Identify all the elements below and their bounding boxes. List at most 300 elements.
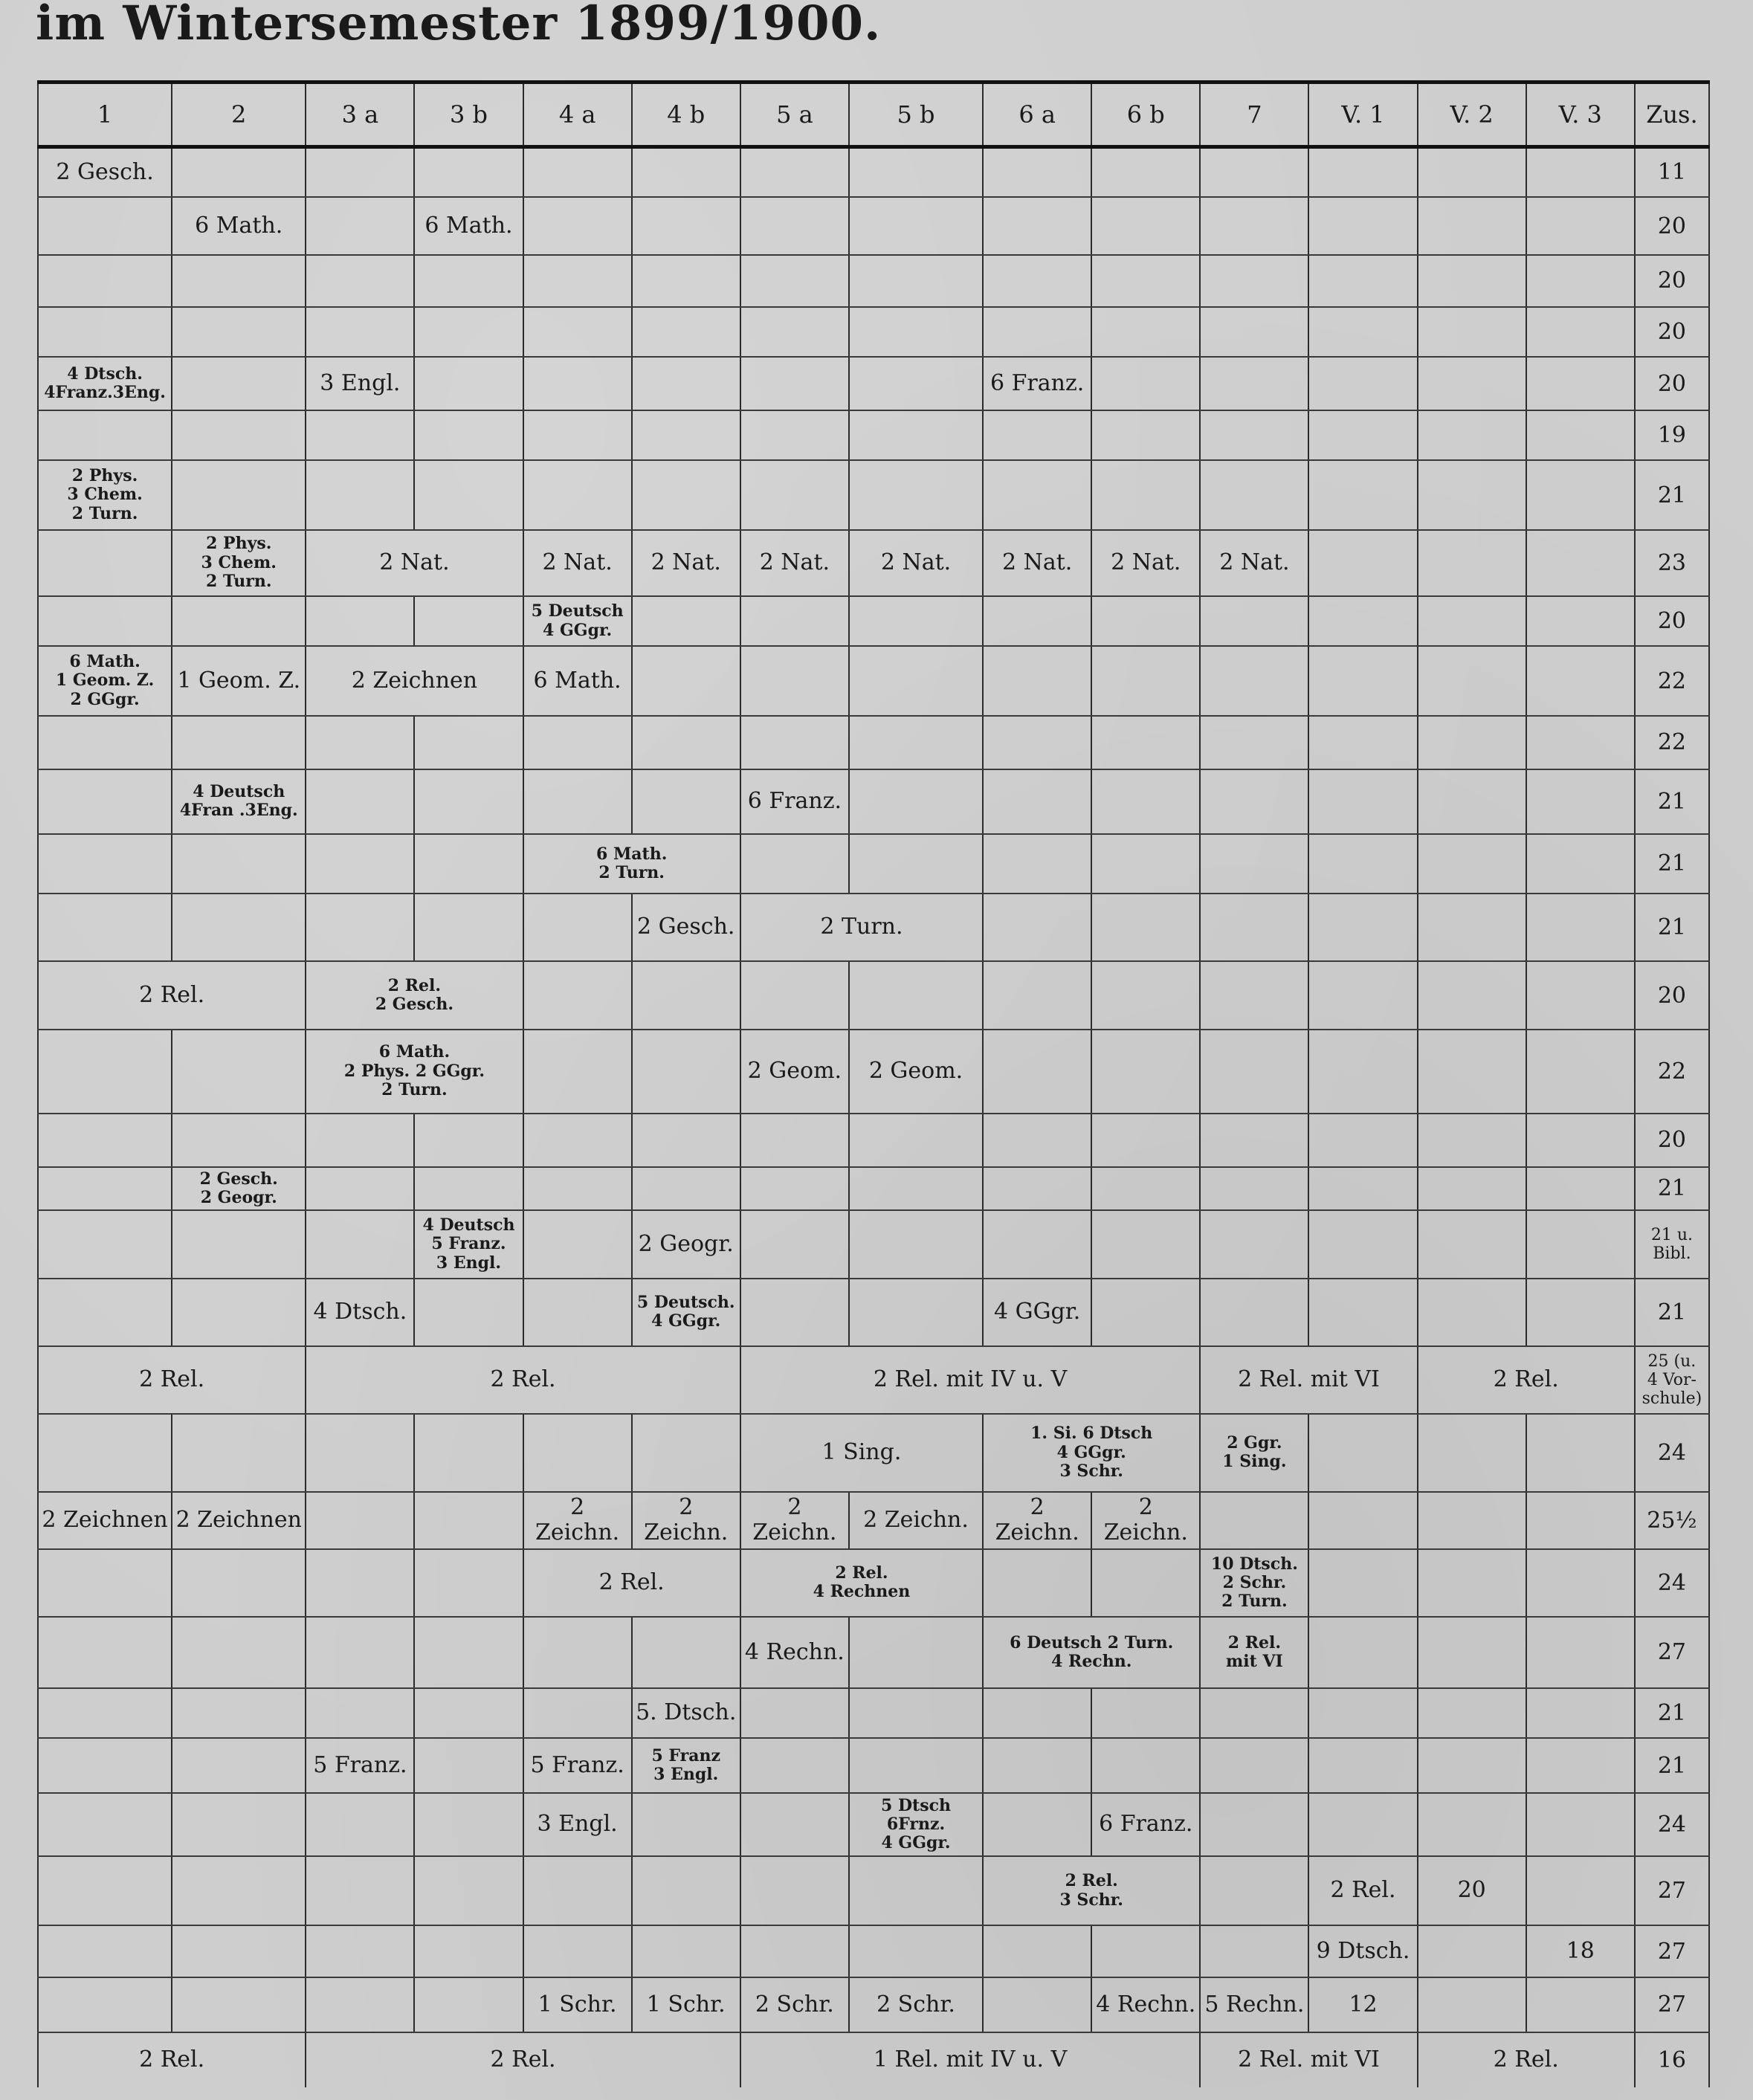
cell-4b xyxy=(632,255,740,307)
cell-5b xyxy=(849,646,983,716)
cell-6ab: 6 Deutsch 2 Turn. 4 Rechn. xyxy=(983,1617,1200,1688)
table-row xyxy=(38,1030,1709,1114)
cell-3b xyxy=(414,1738,523,1793)
cell-v1 xyxy=(1308,646,1417,716)
cell-4a: 5 Franz. xyxy=(523,1738,632,1793)
cell-6ab: 2 Rel. 3 Schr. xyxy=(983,1856,1200,1926)
cell-4a xyxy=(523,716,632,769)
cell-6b xyxy=(1091,255,1200,307)
cell-3a xyxy=(306,255,414,307)
cell-v3 xyxy=(1526,255,1635,307)
cell-3b xyxy=(414,1414,523,1491)
cell-5a xyxy=(740,1279,849,1346)
cell-v1 xyxy=(1308,716,1417,769)
cell-6b xyxy=(1091,1688,1200,1738)
cell-4b: 2 Zeichn. xyxy=(632,1492,740,1549)
cell-v1 xyxy=(1308,197,1417,255)
cell-total: 25 (u. 4 Vor- schule) xyxy=(1635,1346,1709,1414)
cell-total: 20 xyxy=(1635,357,1709,410)
cell-6a xyxy=(983,1793,1091,1856)
cell-v2 xyxy=(1418,834,1526,894)
cell-v2 xyxy=(1418,716,1526,769)
cell-6b xyxy=(1091,769,1200,834)
cell-5b xyxy=(849,596,983,646)
cell-6a xyxy=(983,1030,1091,1114)
cell-v3 xyxy=(1526,1617,1635,1688)
cell-6ab: 1. Si. 6 Dtsch 4 GGgr. 3 Schr. xyxy=(983,1414,1200,1491)
cell-4a: 3 Engl. xyxy=(523,1793,632,1856)
cell-total: 23 xyxy=(1635,530,1709,596)
col-header-3b: 3 b xyxy=(414,83,523,147)
cell-3b: 4 Deutsch 5 Franz. 3 Engl. xyxy=(414,1210,523,1278)
cell-3a xyxy=(306,147,414,197)
cell-7 xyxy=(1200,460,1308,530)
cell-v2 xyxy=(1418,1793,1526,1856)
cell-6a xyxy=(983,596,1091,646)
table-row xyxy=(38,716,1709,769)
cell-v3 xyxy=(1526,1688,1635,1738)
cell-3a xyxy=(306,1549,414,1617)
cell-v1 xyxy=(1308,1492,1417,1549)
cell-2 xyxy=(172,1030,306,1114)
cell-4b: 2 Nat. xyxy=(632,530,740,596)
cell-3b xyxy=(414,596,523,646)
cell-v2 xyxy=(1418,1738,1526,1793)
cell-v2 xyxy=(1418,1688,1526,1738)
cell-total: 20 xyxy=(1635,255,1709,307)
cell-3a xyxy=(306,1492,414,1549)
cell-1: 2 Phys. 3 Chem. 2 Turn. xyxy=(38,460,172,530)
cell-3b xyxy=(414,1688,523,1738)
cell-total: 20 xyxy=(1635,1114,1709,1167)
cell-6a xyxy=(983,307,1091,357)
cell-2 xyxy=(172,1688,306,1738)
table-row xyxy=(38,1793,1709,1856)
table-row xyxy=(38,646,1709,716)
cell-6b xyxy=(1091,716,1200,769)
cell-2: 2 Zeichnen xyxy=(172,1492,306,1549)
col-header-5b: 5 b xyxy=(849,83,983,147)
cell-4b xyxy=(632,769,740,834)
cell-5a xyxy=(740,307,849,357)
cell-6a xyxy=(983,834,1091,894)
cell-3a xyxy=(306,307,414,357)
table-row xyxy=(38,1925,1709,1977)
cell-v1 xyxy=(1308,1210,1417,1278)
cell-7 xyxy=(1200,255,1308,307)
cell-5a xyxy=(740,834,849,894)
cell-1 xyxy=(38,894,172,961)
cell-2: 1 Geom. Z. xyxy=(172,646,306,716)
cell-4a: 2 Zeichn. xyxy=(523,1492,632,1549)
cell-4b xyxy=(632,1925,740,1977)
cell-6b xyxy=(1091,894,1200,961)
cell-5b xyxy=(849,255,983,307)
cell-v1 xyxy=(1308,769,1417,834)
cell-6a xyxy=(983,460,1091,530)
cell-5b: 2 Geom. xyxy=(849,1030,983,1114)
cell-1 xyxy=(38,1114,172,1167)
cell-7: 2 Ggr. 1 Sing. xyxy=(1200,1414,1308,1491)
cell-3a4b: 2 Rel. xyxy=(306,1346,740,1414)
cell-v1 xyxy=(1308,255,1417,307)
cell-v1 xyxy=(1308,1414,1417,1491)
table-row xyxy=(38,307,1709,357)
cell-6b xyxy=(1091,1114,1200,1167)
cell-4b xyxy=(632,961,740,1029)
cell-3b xyxy=(414,1492,523,1549)
cell-v1 xyxy=(1308,460,1417,530)
cell-5b xyxy=(849,769,983,834)
cell-v2 xyxy=(1418,894,1526,961)
cell-6a xyxy=(983,1738,1091,1793)
cell-7 xyxy=(1200,1793,1308,1856)
cell-5b xyxy=(849,1738,983,1793)
cell-12: 2 Rel. xyxy=(38,961,306,1029)
cell-v1 xyxy=(1308,147,1417,197)
table-row xyxy=(38,1492,1709,1549)
cell-5a xyxy=(740,410,849,460)
cell-3a xyxy=(306,1856,414,1926)
cell-7 xyxy=(1200,357,1308,410)
col-header-v3: V. 3 xyxy=(1526,83,1635,147)
cell-7 xyxy=(1200,894,1308,961)
cell-5b xyxy=(849,1167,983,1211)
cell-6a xyxy=(983,1210,1091,1278)
cell-v1 xyxy=(1308,1549,1417,1617)
cell-v1 xyxy=(1308,410,1417,460)
cell-v3 xyxy=(1526,1279,1635,1346)
cell-total: 21 xyxy=(1635,1688,1709,1738)
cell-1 xyxy=(38,1925,172,1977)
cell-4a xyxy=(523,1688,632,1738)
cell-total: 20 xyxy=(1635,307,1709,357)
table-row xyxy=(38,197,1709,255)
cell-6b xyxy=(1091,147,1200,197)
cell-1 xyxy=(38,596,172,646)
cell-2 xyxy=(172,1617,306,1688)
cell-5a xyxy=(740,961,849,1029)
cell-7 xyxy=(1200,307,1308,357)
cell-6a xyxy=(983,1688,1091,1738)
table-row xyxy=(38,530,1709,596)
cell-total: 21 xyxy=(1635,460,1709,530)
cell-5b xyxy=(849,460,983,530)
cell-3a xyxy=(306,1167,414,1211)
cell-3a xyxy=(306,894,414,961)
cell-6b xyxy=(1091,460,1200,530)
cell-1 xyxy=(38,716,172,769)
cell-4b xyxy=(632,1617,740,1688)
cell-6b xyxy=(1091,961,1200,1029)
cell-4b xyxy=(632,1030,740,1114)
cell-total: 22 xyxy=(1635,1030,1709,1114)
table-row xyxy=(38,769,1709,834)
table-row xyxy=(38,596,1709,646)
cell-v1: 2 Rel. xyxy=(1308,1856,1417,1926)
cell-1 xyxy=(38,1210,172,1278)
cell-3b xyxy=(414,834,523,894)
cell-v2 xyxy=(1418,357,1526,410)
cell-v1 xyxy=(1308,307,1417,357)
cell-6a xyxy=(983,1549,1091,1617)
cell-4b xyxy=(632,646,740,716)
cell-7 xyxy=(1200,1167,1308,1211)
cell-6b xyxy=(1091,1279,1200,1346)
cell-2 xyxy=(172,1977,306,2032)
cell-5a xyxy=(740,1793,849,1856)
cell-total: 27 xyxy=(1635,1925,1709,1977)
cell-v2 xyxy=(1418,1114,1526,1167)
cell-6b: 4 Rechn. xyxy=(1091,1977,1200,2032)
cell-7 xyxy=(1200,596,1308,646)
cell-v2 xyxy=(1418,1925,1526,1977)
cell-6a xyxy=(983,646,1091,716)
cell-v3 xyxy=(1526,1114,1635,1167)
cell-5b xyxy=(849,716,983,769)
cell-3a xyxy=(306,834,414,894)
cell-5a xyxy=(740,1738,849,1793)
cell-5b xyxy=(849,1856,983,1926)
cell-total: 25½ xyxy=(1635,1492,1709,1549)
cell-2: 6 Math. xyxy=(172,197,306,255)
col-header-2: 2 xyxy=(172,83,306,147)
cell-5ab: 2 Turn. xyxy=(740,894,983,961)
cell-total: 21 xyxy=(1635,769,1709,834)
cell-7 xyxy=(1200,197,1308,255)
cell-4b: 5 Franz 3 Engl. xyxy=(632,1738,740,1793)
page-heading: im Wintersemester 1899/1900. xyxy=(36,0,882,51)
cell-6b xyxy=(1091,410,1200,460)
cell-v2v3: 2 Rel. xyxy=(1418,2032,1635,2087)
cell-total: 19 xyxy=(1635,410,1709,460)
header-row xyxy=(38,83,1709,147)
cell-3b xyxy=(414,255,523,307)
cell-7: 2 Rel. mit VI xyxy=(1200,1617,1308,1688)
cell-5a xyxy=(740,147,849,197)
cell-v1 xyxy=(1308,1030,1417,1114)
cell-2 xyxy=(172,596,306,646)
col-header-v2: V. 2 xyxy=(1418,83,1526,147)
cell-6b xyxy=(1091,596,1200,646)
cell-1 xyxy=(38,1414,172,1491)
cell-total: 21 xyxy=(1635,1167,1709,1211)
cell-v2 xyxy=(1418,1210,1526,1278)
col-header-3a: 3 a xyxy=(306,83,414,147)
cell-1 xyxy=(38,1856,172,1926)
cell-1 xyxy=(38,1977,172,2032)
cell-v3 xyxy=(1526,1977,1635,2032)
cell-6a xyxy=(983,147,1091,197)
cell-4b xyxy=(632,307,740,357)
cell-2 xyxy=(172,894,306,961)
cell-v2 xyxy=(1418,410,1526,460)
cell-4b: 1 Schr. xyxy=(632,1977,740,2032)
cell-4a: 2 Nat. xyxy=(523,530,632,596)
cell-5b: 2 Schr. xyxy=(849,1977,983,2032)
cell-5b: 5 Dtsch 6Frnz. 4 GGgr. xyxy=(849,1793,983,1856)
cell-6b: 6 Franz. xyxy=(1091,1793,1200,1856)
cell-total: 16 xyxy=(1635,2032,1709,2087)
cell-3b: 6 Math. xyxy=(414,197,523,255)
cell-3a xyxy=(306,1617,414,1688)
cell-v2 xyxy=(1418,1977,1526,2032)
cell-v3 xyxy=(1526,1793,1635,1856)
cell-6a xyxy=(983,894,1091,961)
cell-v2 xyxy=(1418,197,1526,255)
cell-5b xyxy=(849,197,983,255)
cell-2 xyxy=(172,307,306,357)
cell-5b xyxy=(849,961,983,1029)
cell-7 xyxy=(1200,1030,1308,1114)
cell-1: 2 Zeichnen xyxy=(38,1492,172,1549)
col-header-7: 7 xyxy=(1200,83,1308,147)
cell-total: 24 xyxy=(1635,1549,1709,1617)
cell-7 xyxy=(1200,1114,1308,1167)
cell-3b xyxy=(414,147,523,197)
cell-v1 xyxy=(1308,1793,1417,1856)
cell-v2 xyxy=(1418,646,1526,716)
cell-6a xyxy=(983,197,1091,255)
cell-6a: 4 GGgr. xyxy=(983,1279,1091,1346)
cell-5a6b: 2 Rel. mit IV u. V xyxy=(740,1346,1201,1414)
cell-2 xyxy=(172,1114,306,1167)
cell-v2 xyxy=(1418,1617,1526,1688)
cell-7 xyxy=(1200,961,1308,1029)
cell-3a xyxy=(306,1414,414,1491)
cell-3b xyxy=(414,769,523,834)
cell-3b xyxy=(414,1549,523,1617)
cell-4a xyxy=(523,1279,632,1346)
cell-v2 xyxy=(1418,530,1526,596)
cell-4a xyxy=(523,1925,632,1977)
cell-3a xyxy=(306,1688,414,1738)
cell-v3 xyxy=(1526,357,1635,410)
cell-3b xyxy=(414,1856,523,1926)
cell-v3 xyxy=(1526,1414,1635,1491)
cell-12: 2 Rel. xyxy=(38,2032,306,2087)
table-row xyxy=(38,1167,1709,1211)
cell-2 xyxy=(172,357,306,410)
cell-7 xyxy=(1200,1210,1308,1278)
cell-v1: 9 Dtsch. xyxy=(1308,1925,1417,1977)
table-row xyxy=(38,2032,1709,2087)
cell-6b xyxy=(1091,1167,1200,1211)
cell-2 xyxy=(172,255,306,307)
cell-4a: 6 Math. xyxy=(523,646,632,716)
table-row xyxy=(38,410,1709,460)
cell-5b xyxy=(849,1279,983,1346)
cell-3b xyxy=(414,716,523,769)
cell-v3 xyxy=(1526,1549,1635,1617)
cell-3a xyxy=(306,1793,414,1856)
col-header-4b: 4 b xyxy=(632,83,740,147)
cell-4b: 5 Deutsch. 4 GGgr. xyxy=(632,1279,740,1346)
cell-6b xyxy=(1091,1738,1200,1793)
cell-1 xyxy=(38,1030,172,1114)
cell-6b xyxy=(1091,646,1200,716)
cell-5a xyxy=(740,197,849,255)
cell-4b xyxy=(632,410,740,460)
cell-v3: 18 xyxy=(1526,1925,1635,1977)
cell-4a xyxy=(523,255,632,307)
col-header-5a: 5 a xyxy=(740,83,849,147)
cell-v3 xyxy=(1526,307,1635,357)
cell-5a xyxy=(740,1856,849,1926)
cell-4b: 2 Gesch. xyxy=(632,894,740,961)
cell-v3 xyxy=(1526,834,1635,894)
cell-5a xyxy=(740,1114,849,1167)
cell-v2 xyxy=(1418,596,1526,646)
cell-5b xyxy=(849,307,983,357)
cell-3ab: 2 Zeichnen xyxy=(306,646,523,716)
cell-1 xyxy=(38,197,172,255)
cell-5b xyxy=(849,834,983,894)
cell-v2 xyxy=(1418,1549,1526,1617)
cell-3a xyxy=(306,1114,414,1167)
cell-2 xyxy=(172,147,306,197)
cell-4ab: 6 Math. 2 Turn. xyxy=(523,834,740,894)
cell-2 xyxy=(172,1210,306,1278)
table-row xyxy=(38,1210,1709,1278)
cell-4b xyxy=(632,197,740,255)
cell-3b xyxy=(414,1617,523,1688)
cell-v1 xyxy=(1308,357,1417,410)
cell-4a xyxy=(523,1210,632,1278)
cell-6b xyxy=(1091,834,1200,894)
cell-v3 xyxy=(1526,961,1635,1029)
cell-2: 4 Deutsch 4Fran .3Eng. xyxy=(172,769,306,834)
cell-v3 xyxy=(1526,1738,1635,1793)
cell-5a xyxy=(740,596,849,646)
cell-6b: 2 Zeichn. xyxy=(1091,1492,1200,1549)
cell-7 xyxy=(1200,1738,1308,1793)
cell-5a xyxy=(740,460,849,530)
table-row xyxy=(38,460,1709,530)
cell-3a xyxy=(306,716,414,769)
cell-2 xyxy=(172,1793,306,1856)
col-header-4a: 4 a xyxy=(523,83,632,147)
cell-1 xyxy=(38,530,172,596)
table-row xyxy=(38,357,1709,410)
cell-3b xyxy=(414,410,523,460)
cell-4a xyxy=(523,1167,632,1211)
cell-7 xyxy=(1200,646,1308,716)
cell-total: 21 xyxy=(1635,1279,1709,1346)
col-header-total: Zus. xyxy=(1635,83,1709,147)
cell-1 xyxy=(38,307,172,357)
cell-6a xyxy=(983,1167,1091,1211)
cell-5b xyxy=(849,1688,983,1738)
cell-v2 xyxy=(1418,1030,1526,1114)
cell-v3 xyxy=(1526,894,1635,961)
cell-4b xyxy=(632,1793,740,1856)
timetable xyxy=(37,80,1710,2087)
table-row xyxy=(38,894,1709,961)
cell-1 xyxy=(38,1617,172,1688)
cell-v3 xyxy=(1526,460,1635,530)
cell-3ab: 6 Math. 2 Phys. 2 GGgr. 2 Turn. xyxy=(306,1030,523,1114)
cell-6a xyxy=(983,410,1091,460)
cell-4a xyxy=(523,1856,632,1926)
table-row xyxy=(38,1279,1709,1346)
cell-3a: 5 Franz. xyxy=(306,1738,414,1793)
table-row xyxy=(38,1738,1709,1793)
cell-3a: 4 Dtsch. xyxy=(306,1279,414,1346)
cell-1: 4 Dtsch. 4Franz.3Eng. xyxy=(38,357,172,410)
cell-3b xyxy=(414,1167,523,1211)
cell-v1 xyxy=(1308,1738,1417,1793)
